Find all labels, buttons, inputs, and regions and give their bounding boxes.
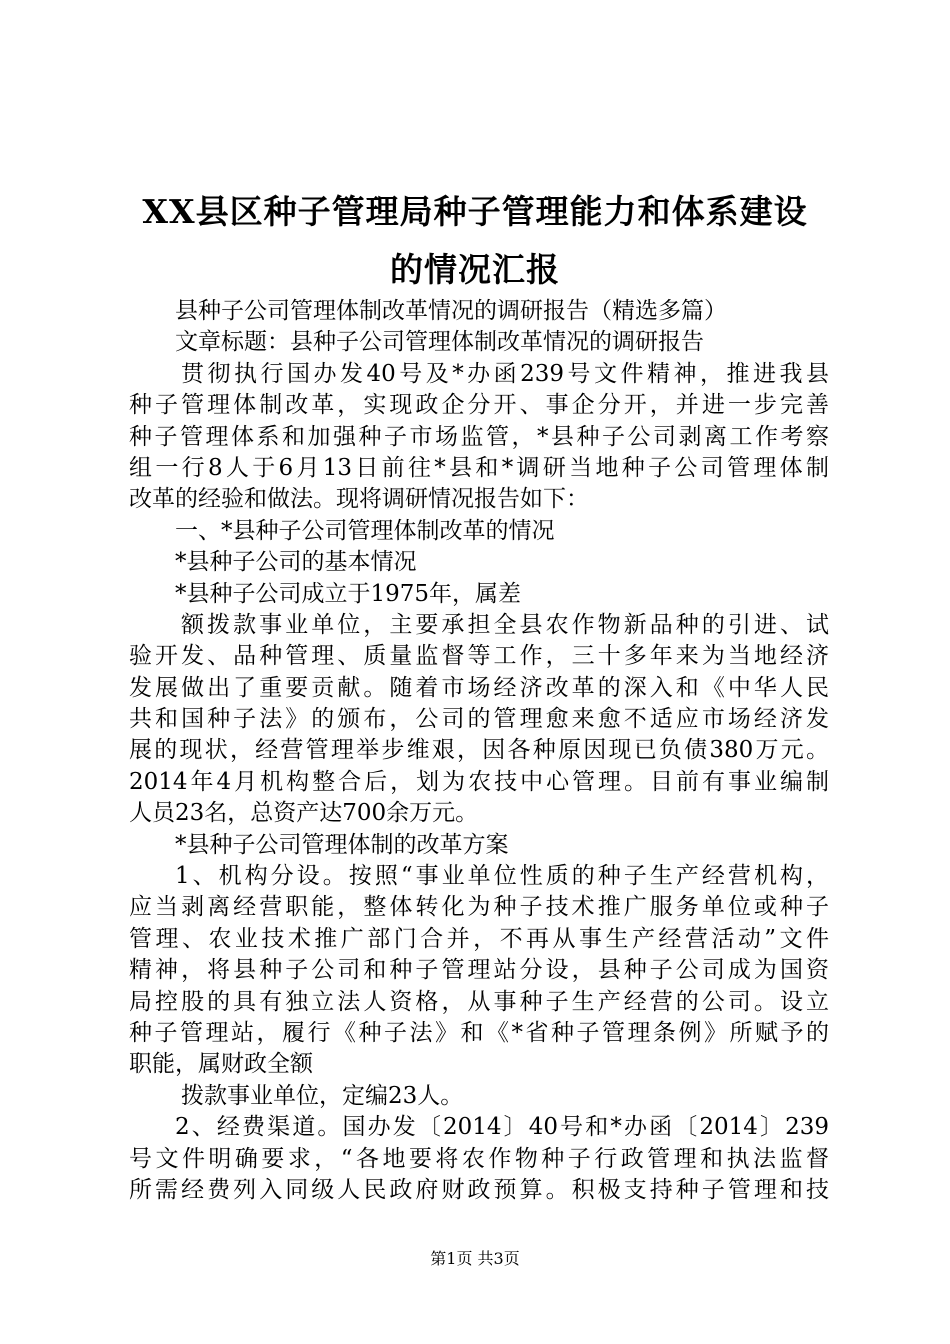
body-line: *县种子公司成立于1975年，属差 (175, 580, 522, 607)
body-line: 县种子公司管理体制改革情况的调研报告（精选多篇） (175, 298, 727, 324)
body-line: 职能，属财政全额 (129, 1051, 313, 1078)
document-title-line-1: XX县区种子管理局种子管理能力和体系建设 (142, 192, 808, 231)
document-body (129, 296, 829, 1206)
body-line: 号文件明确要求，“各地要将农作物种子行政管理和执法监督 (129, 1145, 829, 1172)
body-line: 组一行8人于6月13日前往*县和*调研当地种子公司管理体制 (129, 454, 829, 481)
body-line: 改革的经验和做法。现将调研情况报告如下： (129, 486, 589, 513)
section-heading: 一、*县种子公司管理体制改革的情况 (175, 517, 555, 544)
body-line: 1、机构分设。按照“事业单位性质的种子生产经营机构， (175, 863, 829, 890)
body-line: 文章标题：县种子公司管理体制改革情况的调研报告 (175, 329, 704, 356)
body-line: 种子管理体系和加强种子市场监管，*县种子公司剥离工作考察 (129, 423, 829, 450)
body-line: 局控股的具有独立法人资格，从事种子生产经营的公司。设立 (129, 988, 829, 1015)
body-line: 应当剥离经营职能，整体转化为种子技术推广服务单位或种子 (129, 894, 829, 921)
body-line: 展的现状，经营管理举步维艰，因各种原因现已负债380万元。 (129, 737, 829, 764)
body-line: 种子管理站，履行《种子法》和《*省种子管理条例》所赋予的 (129, 1019, 829, 1046)
subsection-heading: *县种子公司管理体制的改革方案 (175, 831, 509, 858)
page-footer: 第1页 共3页 (430, 1249, 520, 1268)
body-line: 管理、农业技术推广部门合并，不再从事生产经营活动”文件 (129, 925, 829, 952)
body-line: 2、经费渠道。国办发〔2014〕40号和*办函〔2014〕239 (175, 1114, 829, 1141)
body-line: 发展做出了重要贡献。随着市场经济改革的深入和《中华人民 (129, 674, 829, 701)
subsection-heading: *县种子公司的基本情况 (175, 549, 417, 576)
body-line: 额拨款事业单位，主要承担全县农作物新品种的引进、试 (181, 611, 829, 638)
body-line: 种子管理体制改革，实现政企分开、事企分开，并进一步完善 (129, 392, 829, 419)
body-line: 贯彻执行国办发40号及*办函239号文件精神，推进我县 (181, 360, 829, 387)
body-line: 2014年4月机构整合后，划为农技中心管理。目前有事业编制 (129, 768, 829, 795)
body-line: 精神，将县种子公司和种子管理站分设，县种子公司成为国资 (129, 957, 829, 984)
body-line: 人员23名，总资产达700余万元。 (129, 800, 479, 827)
body-line: 共和国种子法》的颁布，公司的管理愈来愈不适应市场经济发 (129, 706, 829, 733)
document-title-line-2: 的情况汇报 (390, 250, 560, 289)
body-line: 验开发、品种管理、质量监督等工作，三十多年来为当地经济 (129, 643, 829, 670)
body-line: 拨款事业单位，定编23人。 (181, 1082, 464, 1109)
body-line: 所需经费列入同级人民政府财政预算。积极支持种子管理和技 (129, 1176, 829, 1203)
